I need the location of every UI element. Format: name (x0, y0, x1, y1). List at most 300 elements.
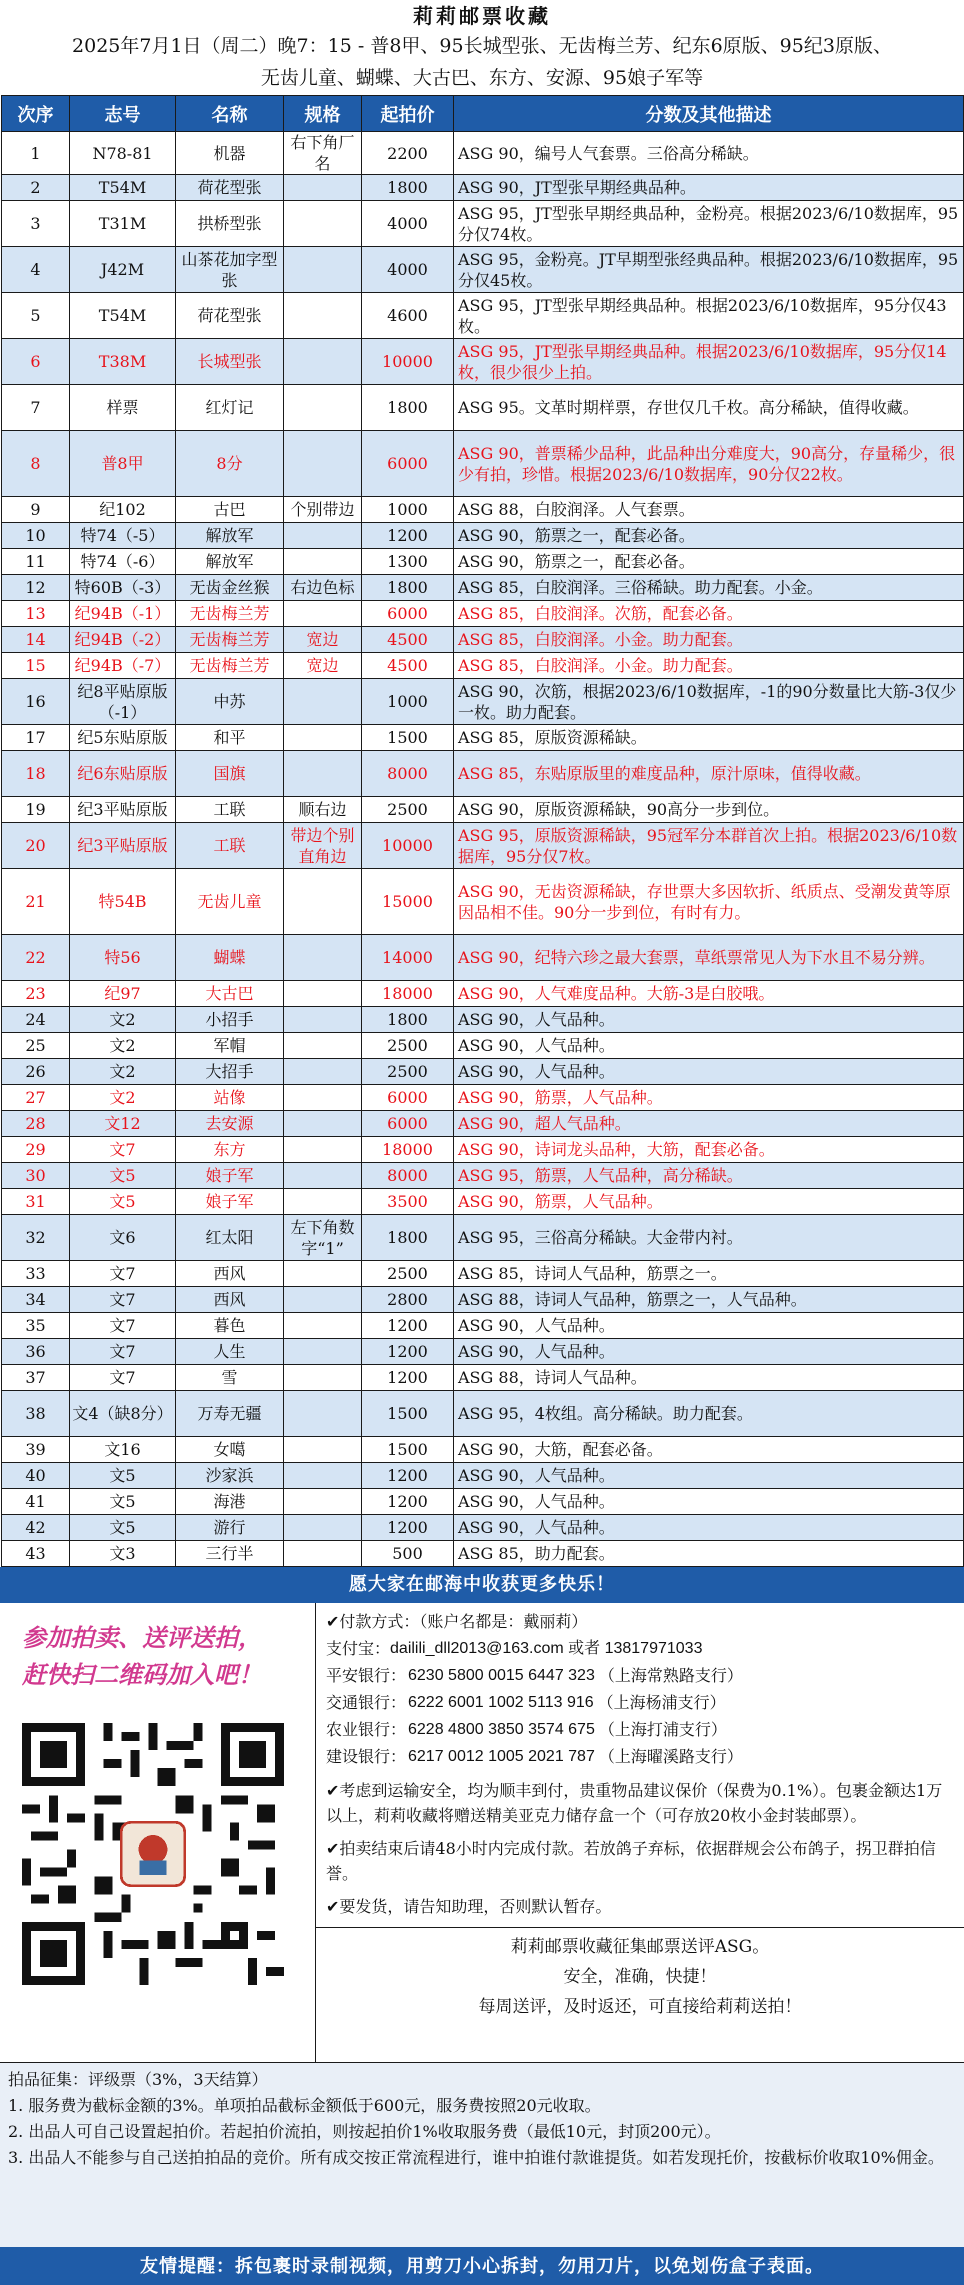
lot-code: 特74（-5） (70, 523, 176, 549)
lot-description: ASG 90，编号人气套票。三俗高分稀缺。 (454, 132, 964, 175)
lot-spec (284, 1489, 362, 1515)
table-row (2, 1489, 964, 1515)
table-header-row (2, 96, 964, 132)
lot-description: ASG 85，白胶润泽。次筋，配套必备。 (454, 601, 964, 627)
lot-name: 暮色 (176, 1313, 284, 1339)
table-row (2, 293, 964, 339)
lot-spec (284, 1287, 362, 1313)
lot-description: ASG 95，JT型张早期经典品种，金粉亮。根据2023/6/10数据库，95分仅74枚。 (454, 201, 964, 247)
lot-description: ASG 90，筋票，人气品种。 (454, 1085, 964, 1111)
alipay-account: dailili_dll2013@163.com 或者 13817971033 (390, 1640, 703, 1657)
table-row (2, 1463, 964, 1489)
lot-name: 8分 (176, 431, 284, 497)
lot-description: ASG 90，诗词龙头品种，大筋，配套必备。 (454, 1137, 964, 1163)
lot-start-price: 1800 (362, 1007, 454, 1033)
lot-number: 26 (2, 1059, 70, 1085)
lot-start-price: 2200 (362, 132, 454, 175)
bank-row (326, 1662, 958, 1689)
lot-start-price: 10000 (362, 339, 454, 385)
lot-start-price: 4500 (362, 627, 454, 653)
lot-spec (284, 1391, 362, 1437)
lot-number: 12 (2, 575, 70, 601)
lot-spec (284, 1261, 362, 1287)
lot-spec (284, 175, 362, 201)
lot-start-price: 18000 (362, 1137, 454, 1163)
table-row (2, 751, 964, 797)
lot-spec (284, 1437, 362, 1463)
info-section (0, 1603, 964, 2063)
lot-number: 18 (2, 751, 70, 797)
bank-branch: （上海杨浦支行） (597, 1693, 726, 1712)
lot-code: 文7 (70, 1313, 176, 1339)
lot-code: 文2 (70, 1007, 176, 1033)
table-row (2, 247, 964, 293)
lot-name: 三行半 (176, 1541, 284, 1567)
payment-deadline-note: ✔拍卖结束后请48小时内完成付款。若放鸽子弃标，依据群规会公布鸽子，拐卫群拍信誉。 (326, 1839, 936, 1883)
lot-name: 红灯记 (176, 385, 284, 431)
lot-name: 山茶花加字型张 (176, 247, 284, 293)
promo-text (0, 1603, 315, 1693)
lot-start-price: 3500 (362, 1189, 454, 1215)
page-title: 莉莉邮票收藏 (413, 4, 551, 28)
lot-description: ASG 95。文革时期样票，存世仅几千枚。高分稀缺，值得收藏。 (454, 385, 964, 431)
lot-start-price: 1800 (362, 575, 454, 601)
lot-name: 无齿梅兰芳 (176, 653, 284, 679)
lot-spec (284, 1463, 362, 1489)
lot-name: 海港 (176, 1489, 284, 1515)
lot-start-price: 6000 (362, 1085, 454, 1111)
lot-description: ASG 85，东贴原版里的难度品种，原汁原味，值得收藏。 (454, 751, 964, 797)
footer-reminder: 友情提醒：拆包裹时录制视频，用剪刀小心拆封，勿用刀片，以免划伤盒子表面。 (0, 2247, 964, 2285)
lot-spec (284, 1189, 362, 1215)
bank-row (326, 1743, 958, 1770)
lot-description: ASG 90，人气品种。 (454, 1059, 964, 1085)
lot-spec (284, 1163, 362, 1189)
lot-code: T54M (70, 293, 176, 339)
bank-account: 6230 5800 0015 6447 323 (408, 1667, 595, 1684)
lot-name: 蝴蝶 (176, 935, 284, 981)
table-row (2, 132, 964, 175)
lot-spec (284, 679, 362, 725)
lot-name: 解放军 (176, 523, 284, 549)
lot-code: 文2 (70, 1085, 176, 1111)
header (0, 0, 964, 95)
lot-start-price: 15000 (362, 869, 454, 935)
lot-start-price: 1000 (362, 679, 454, 725)
lot-description: ASG 90，无齿资源稀缺，存世票大多因软折、纸质点、受潮发黄等原因品相不佳。90分一步到位，有时有力。 (454, 869, 964, 935)
lot-number: 23 (2, 981, 70, 1007)
table-row (2, 1215, 964, 1261)
lot-number: 27 (2, 1085, 70, 1111)
lot-start-price: 2500 (362, 1261, 454, 1287)
slogan-banner: 愿大家在邮海中收获更多快乐！ (0, 1567, 964, 1603)
table-row (2, 1261, 964, 1287)
table-row (2, 1085, 964, 1111)
lot-start-price: 1800 (362, 1215, 454, 1261)
lot-name: 解放军 (176, 549, 284, 575)
lot-spec (284, 1059, 362, 1085)
lot-start-price: 4000 (362, 247, 454, 293)
lot-number: 40 (2, 1463, 70, 1489)
lot-spec: 顺右边 (284, 797, 362, 823)
table-row (2, 797, 964, 823)
lot-spec: 左下角数字“1” (284, 1215, 362, 1261)
lot-number: 2 (2, 175, 70, 201)
lot-code: 文5 (70, 1515, 176, 1541)
lot-number: 34 (2, 1287, 70, 1313)
lot-name: 女噶 (176, 1437, 284, 1463)
lot-name: 雪 (176, 1365, 284, 1391)
lot-number: 36 (2, 1339, 70, 1365)
table-row (2, 1287, 964, 1313)
lot-spec (284, 247, 362, 293)
lot-description: ASG 88，白胶润泽。人气套票。 (454, 497, 964, 523)
bank-name: 农业银行： (326, 1720, 407, 1739)
lot-name: 拱桥型张 (176, 201, 284, 247)
lot-start-price: 1500 (362, 725, 454, 751)
rule-3: 3. 出品人不能参与自己送拍拍品的竞价。所有成交按正常流程进行，谁中拍谁付款谁提货。如若发现托价，按截标价收取10%佣金。 (8, 2148, 944, 2167)
qr-code-icon[interactable] (22, 1723, 284, 1985)
lot-code: 文5 (70, 1189, 176, 1215)
lot-number: 24 (2, 1007, 70, 1033)
lot-name: 站像 (176, 1085, 284, 1111)
col-header-price: 起拍价 (362, 96, 454, 132)
lot-start-price: 1200 (362, 1313, 454, 1339)
lot-spec: 带边个别直角边 (284, 823, 362, 869)
lot-code: 纪3平贴原版 (70, 797, 176, 823)
lot-code: J42M (70, 247, 176, 293)
bank-name: 建设银行： (326, 1747, 407, 1766)
lot-name: 东方 (176, 1137, 284, 1163)
lot-start-price: 2500 (362, 797, 454, 823)
table-row (2, 981, 964, 1007)
table-row (2, 935, 964, 981)
lot-number: 33 (2, 1261, 70, 1287)
lot-number: 3 (2, 201, 70, 247)
lot-number: 19 (2, 797, 70, 823)
payment-heading: ✔付款方式：（账户名都是：戴丽莉） (326, 1612, 588, 1631)
lot-number: 14 (2, 627, 70, 653)
alipay-row (326, 1635, 958, 1662)
table-row (2, 725, 964, 751)
lot-spec (284, 549, 362, 575)
lot-start-price: 1800 (362, 175, 454, 201)
lot-number: 1 (2, 132, 70, 175)
lot-number: 35 (2, 1313, 70, 1339)
lot-number: 43 (2, 1541, 70, 1567)
table-row (2, 175, 964, 201)
rule-1: 1. 服务费为截标金额的3%。单项拍品截标金额低于600元，服务费按照20元收取。 (8, 2096, 601, 2115)
lot-description: ASG 85，白胶润泽。小金。助力配套。 (454, 627, 964, 653)
lot-start-price: 1200 (362, 1463, 454, 1489)
lot-code: 文7 (70, 1287, 176, 1313)
lot-start-price: 1800 (362, 385, 454, 431)
lot-spec (284, 431, 362, 497)
lot-start-price: 10000 (362, 823, 454, 869)
lot-code: 特74（-6） (70, 549, 176, 575)
lot-code: N78-81 (70, 132, 176, 175)
table-row (2, 1033, 964, 1059)
lot-number: 22 (2, 935, 70, 981)
table-row (2, 653, 964, 679)
lot-spec (284, 201, 362, 247)
lot-code: 特54B (70, 869, 176, 935)
lot-start-price: 4600 (362, 293, 454, 339)
lot-description: ASG 90，普票稀少品种，此品种出分难度大，90高分，存量稀少，很少有拍，珍惜。根据2023/6/10数据库，90分仅22枚。 (454, 431, 964, 497)
lot-spec (284, 725, 362, 751)
lot-description: ASG 90，人气品种。 (454, 1463, 964, 1489)
bank-branch: （上海曜溪路支行） (598, 1747, 743, 1766)
delivery-note: ✔要发货，请告知助理，否则默认暂存。 (326, 1897, 612, 1916)
lot-number: 21 (2, 869, 70, 935)
lot-start-price: 6000 (362, 431, 454, 497)
col-header-desc: 分数及其他描述 (454, 96, 964, 132)
lot-start-price: 4500 (362, 653, 454, 679)
table-row (2, 1541, 964, 1567)
lot-number: 42 (2, 1515, 70, 1541)
lot-spec (284, 1007, 362, 1033)
lot-name: 西风 (176, 1287, 284, 1313)
lot-start-price: 1200 (362, 523, 454, 549)
lot-name: 红太阳 (176, 1215, 284, 1261)
lot-description: ASG 88，诗词人气品种。 (454, 1365, 964, 1391)
lot-spec (284, 751, 362, 797)
auction-subtitle-line1: 2025年7月1日（周二）晚7：15 - 普8甲、95长城型张、无齿梅兰芳、纪东6原版、95纪3原版、 (72, 35, 892, 57)
lot-start-price: 2500 (362, 1033, 454, 1059)
bank-branch: （上海打浦支行） (598, 1720, 727, 1739)
lot-code: 纪3平贴原版 (70, 823, 176, 869)
lot-description: ASG 90，超人气品种。 (454, 1111, 964, 1137)
lot-code: 特60B（-3） (70, 575, 176, 601)
table-row (2, 679, 964, 725)
lot-code: 纪94B（-7） (70, 653, 176, 679)
lot-code: T31M (70, 201, 176, 247)
lot-number: 6 (2, 339, 70, 385)
lot-description: ASG 90，筋票，人气品种。 (454, 1189, 964, 1215)
lot-code: 文2 (70, 1033, 176, 1059)
lot-code: 文3 (70, 1541, 176, 1567)
asg-line1: 莉莉邮票收藏征集邮票送评ASG。 (510, 1937, 770, 1957)
lot-number: 15 (2, 653, 70, 679)
lot-number: 25 (2, 1033, 70, 1059)
lot-code: 纪8平贴原版（-1） (70, 679, 176, 725)
rule-2: 2. 出品人可自己设置起拍价。若起拍价流拍，则按起拍价1%收取服务费（最低10元，封顶200元）。 (8, 2122, 721, 2141)
lot-spec (284, 1137, 362, 1163)
lot-name: 沙家浜 (176, 1463, 284, 1489)
lot-description: ASG 95，JT型张早期经典品种。根据2023/6/10数据库，95分仅14枚，很少很少上拍。 (454, 339, 964, 385)
lot-code: 普8甲 (70, 431, 176, 497)
lot-name: 大招手 (176, 1059, 284, 1085)
lot-start-price: 2500 (362, 1059, 454, 1085)
lot-description: ASG 90，人气品种。 (454, 1007, 964, 1033)
lot-description: ASG 90，原版资源稀缺，90高分一步到位。 (454, 797, 964, 823)
lot-start-price: 8000 (362, 751, 454, 797)
lot-name: 万寿无疆 (176, 1391, 284, 1437)
lot-number: 11 (2, 549, 70, 575)
lot-name: 古巴 (176, 497, 284, 523)
lot-description: ASG 95，原版资源稀缺，95冠军分本群首次上拍。根据2023/6/10数据库，95分仅7枚。 (454, 823, 964, 869)
promo-line2: 赶快扫二维码加入吧！ (22, 1660, 262, 1689)
lot-description: ASG 90，人气难度品种。大筋-3是白胶哦。 (454, 981, 964, 1007)
lot-number: 28 (2, 1111, 70, 1137)
lot-code: 文6 (70, 1215, 176, 1261)
lot-name: 荷花型张 (176, 175, 284, 201)
lot-description: ASG 85，白胶润泽。小金。助力配套。 (454, 653, 964, 679)
lot-spec: 个别带边 (284, 497, 362, 523)
shipping-note: ✔考虑到运输安全，均为顺丰到付，贵重物品建议保价（保费为0.1%）。包裹金额达1万以上，莉莉收藏将赠送精美亚克力储存盒一个（可存放20枚小金封装邮票）。 (326, 1781, 943, 1825)
lot-spec (284, 339, 362, 385)
lot-number: 31 (2, 1189, 70, 1215)
lot-number: 37 (2, 1365, 70, 1391)
lot-start-price: 8000 (362, 1163, 454, 1189)
table-row (2, 1111, 964, 1137)
lot-start-price: 1500 (362, 1437, 454, 1463)
table-row (2, 1365, 964, 1391)
lot-number: 32 (2, 1215, 70, 1261)
lot-name: 军帽 (176, 1033, 284, 1059)
lot-number: 20 (2, 823, 70, 869)
lot-number: 13 (2, 601, 70, 627)
lot-description: ASG 95，三俗高分稀缺。大金带内衬。 (454, 1215, 964, 1261)
lot-description: ASG 85，助力配套。 (454, 1541, 964, 1567)
lot-description: ASG 90，人气品种。 (454, 1033, 964, 1059)
lot-spec (284, 869, 362, 935)
lot-code: 文2 (70, 1059, 176, 1085)
lot-code: T54M (70, 175, 176, 201)
bank-row (326, 1689, 958, 1716)
lot-number: 9 (2, 497, 70, 523)
table-row (2, 1007, 964, 1033)
lot-spec: 右边色标 (284, 575, 362, 601)
alipay-label: 支付宝： (326, 1639, 391, 1658)
lot-code: 文7 (70, 1261, 176, 1287)
lot-code: 文5 (70, 1163, 176, 1189)
lot-code: 文7 (70, 1137, 176, 1163)
lot-start-price: 18000 (362, 981, 454, 1007)
table-row (2, 1189, 964, 1215)
table-row (2, 869, 964, 935)
payment-panel (316, 1603, 964, 2062)
lot-code: 样票 (70, 385, 176, 431)
lot-spec (284, 1339, 362, 1365)
lot-name: 娘子军 (176, 1189, 284, 1215)
lot-description: ASG 90，人气品种。 (454, 1515, 964, 1541)
lot-description: ASG 90，人气品种。 (454, 1339, 964, 1365)
lot-start-price: 1300 (362, 549, 454, 575)
lot-spec (284, 293, 362, 339)
lot-description: ASG 90，大筋，配套必备。 (454, 1437, 964, 1463)
lot-description: ASG 90，纪特六珍之最大套票，草纸票常见人为下水且不易分辨。 (454, 935, 964, 981)
promo-line1: 参加拍卖、送评送拍， (22, 1623, 262, 1652)
lot-number: 39 (2, 1437, 70, 1463)
lot-number: 8 (2, 431, 70, 497)
lot-code: 纪6东贴原版 (70, 751, 176, 797)
lot-name: 机器 (176, 132, 284, 175)
lot-spec (284, 385, 362, 431)
lot-start-price: 1000 (362, 497, 454, 523)
lot-code: 文7 (70, 1339, 176, 1365)
lot-description: ASG 95，4枚组。高分稀缺。助力配套。 (454, 1391, 964, 1437)
lot-code: 文4（缺8分） (70, 1391, 176, 1437)
lot-name: 荷花型张 (176, 293, 284, 339)
lot-description: ASG 90，筋票之一，配套必备。 (454, 523, 964, 549)
table-row (2, 201, 964, 247)
lot-code: 文5 (70, 1463, 176, 1489)
table-row (2, 549, 964, 575)
bank-account: 6217 0012 1005 2021 787 (408, 1748, 595, 1765)
lot-start-price: 1500 (362, 1391, 454, 1437)
lot-name: 无齿梅兰芳 (176, 601, 284, 627)
lot-description: ASG 85，原版资源稀缺。 (454, 725, 964, 751)
table-row (2, 627, 964, 653)
bank-list (326, 1662, 958, 1770)
table-row (2, 1515, 964, 1541)
lot-start-price: 1200 (362, 1489, 454, 1515)
lot-number: 4 (2, 247, 70, 293)
lot-description: ASG 95，JT型张早期经典品种。根据2023/6/10数据库，95分仅43枚。 (454, 293, 964, 339)
bank-row (326, 1716, 958, 1743)
lot-spec (284, 1365, 362, 1391)
lot-name: 中苏 (176, 679, 284, 725)
lot-spec (284, 601, 362, 627)
lot-start-price: 4000 (362, 201, 454, 247)
lot-spec (284, 523, 362, 549)
lot-code: 纪94B（-1） (70, 601, 176, 627)
lot-description: ASG 88，诗词人气品种，筋票之一，人气品种。 (454, 1287, 964, 1313)
table-row (2, 1339, 964, 1365)
consignment-rules (0, 2063, 964, 2247)
auction-lot-table (1, 95, 964, 1567)
asg-line3: 每周送评，及时返还，可直接给莉莉送拍！ (478, 1997, 802, 2017)
lot-spec (284, 1313, 362, 1339)
lot-spec: 宽边 (284, 653, 362, 679)
auction-subtitle-line2: 无齿儿童、蝴蝶、大古巴、东方、安源、95娘子军等 (260, 67, 704, 89)
lot-description: ASG 90，次筋，根据2023/6/10数据库，-1的90分数量比大筋-3仅少一枚。助力配套。 (454, 679, 964, 725)
lot-spec: 右下角厂名 (284, 132, 362, 175)
lot-name: 西风 (176, 1261, 284, 1287)
lot-number: 7 (2, 385, 70, 431)
lot-name: 工联 (176, 823, 284, 869)
table-row (2, 523, 964, 549)
bank-account: 6222 6001 1002 5113 916 (408, 1694, 594, 1711)
lot-start-price: 14000 (362, 935, 454, 981)
lot-spec: 宽边 (284, 627, 362, 653)
lot-name: 去安源 (176, 1111, 284, 1137)
lot-description: ASG 90，人气品种。 (454, 1489, 964, 1515)
table-row (2, 601, 964, 627)
asg-line2: 安全，准确，快捷！ (563, 1967, 717, 1987)
table-row (2, 385, 964, 431)
lot-start-price: 1200 (362, 1515, 454, 1541)
lot-name: 娘子军 (176, 1163, 284, 1189)
bank-account: 6228 4800 3850 3574 675 (408, 1721, 595, 1738)
lot-number: 30 (2, 1163, 70, 1189)
lot-code: 文5 (70, 1489, 176, 1515)
lot-start-price: 2800 (362, 1287, 454, 1313)
table-row (2, 1437, 964, 1463)
lot-start-price: 1200 (362, 1365, 454, 1391)
lot-description: ASG 90，JT型张早期经典品种。 (454, 175, 964, 201)
lot-name: 游行 (176, 1515, 284, 1541)
lot-name: 无齿金丝猴 (176, 575, 284, 601)
lot-code: 纪94B（-2） (70, 627, 176, 653)
lot-spec (284, 1085, 362, 1111)
table-row (2, 1137, 964, 1163)
lot-number: 17 (2, 725, 70, 751)
lot-start-price: 6000 (362, 601, 454, 627)
promo-panel (0, 1603, 316, 2062)
lot-name: 工联 (176, 797, 284, 823)
